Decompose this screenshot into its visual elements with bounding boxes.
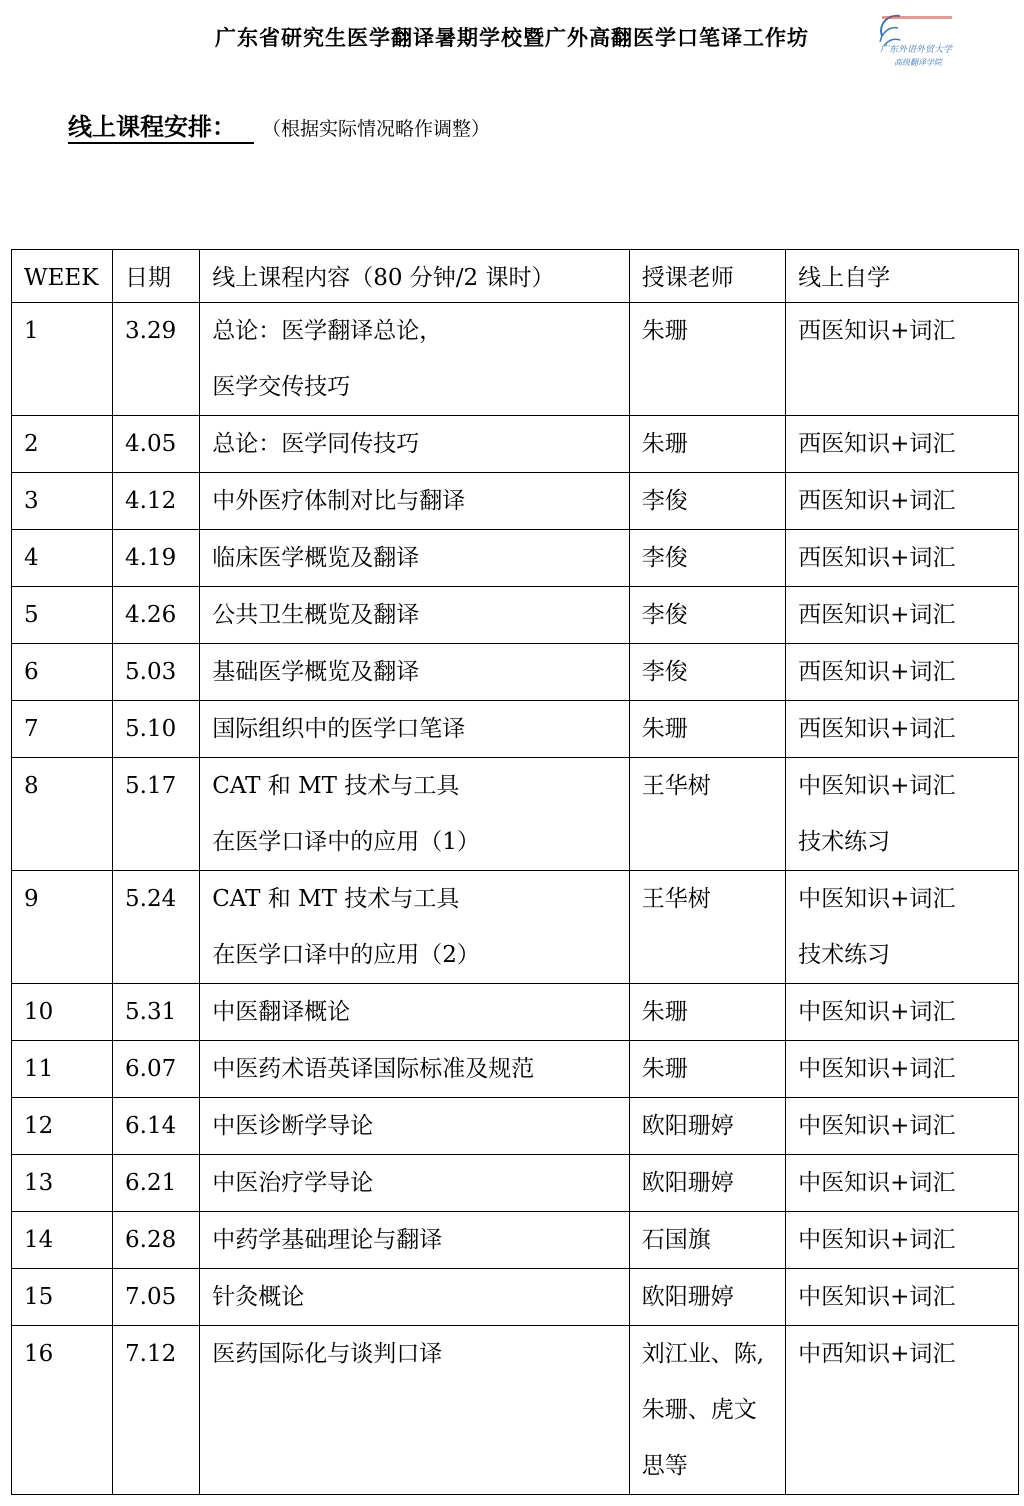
section-heading-note: （根据实际情况略作调整） <box>262 118 491 140</box>
cell-date <box>113 1098 200 1155</box>
cell-teacher <box>629 1041 785 1098</box>
cell-content <box>200 1269 630 1326</box>
cell-week-line: 15 <box>24 1284 54 1310</box>
cell-content-line: 医学交传技巧 <box>212 374 351 400</box>
table-row <box>12 1041 1019 1098</box>
cell-date-line: 5.17 <box>125 773 177 799</box>
cell-self-study <box>786 473 1019 530</box>
cell-date <box>113 1155 200 1212</box>
cell-date <box>113 1326 200 1495</box>
cell-teacher <box>629 1155 785 1212</box>
cell-week-line: 7 <box>24 716 39 742</box>
cell-week <box>12 1041 113 1098</box>
cell-date-line: 5.24 <box>125 886 177 912</box>
table-row <box>12 644 1019 701</box>
cell-date <box>113 758 200 871</box>
cell-self-study-line: 中医知识+词汇 <box>798 1284 956 1310</box>
cell-date-line: 6.21 <box>125 1170 177 1196</box>
cell-date <box>113 1212 200 1269</box>
cell-teacher <box>629 644 785 701</box>
cell-date-line: 6.28 <box>125 1227 177 1253</box>
table-row <box>12 303 1019 416</box>
cell-content-line: 在医学口译中的应用（1） <box>212 829 480 855</box>
table-row <box>12 1155 1019 1212</box>
document-title: 广东省研究生医学翻译暑期学校暨广外高翻医学口笔译工作坊 <box>215 26 809 50</box>
cell-week <box>12 1098 113 1155</box>
cell-teacher-line: 王华树 <box>641 773 711 799</box>
cell-teacher-line: 李俊 <box>641 602 688 628</box>
cell-self-study-line: 中医知识+词汇 <box>798 1113 956 1139</box>
cell-content <box>200 1098 630 1155</box>
cell-content-line: 总论：医学翻译总论， <box>212 318 443 344</box>
cell-teacher-line: 朱珊 <box>641 999 688 1025</box>
cell-self-study-line: 中医知识+词汇 <box>798 999 956 1025</box>
cell-teacher-line: 朱珊、虎文 <box>641 1397 757 1423</box>
cell-teacher-line: 王华树 <box>641 886 711 912</box>
cell-week-line: 10 <box>24 999 54 1025</box>
cell-content-line: CAT 和 MT 技术与工具 <box>212 773 460 799</box>
cell-self-study-line: 技术练习 <box>798 942 891 968</box>
cell-teacher <box>629 416 785 473</box>
cell-date-line: 4.26 <box>125 602 177 628</box>
cell-self-study <box>786 984 1019 1041</box>
cell-date-line: 7.12 <box>125 1341 177 1367</box>
cell-self-study-line: 中医知识+词汇 <box>798 1227 956 1253</box>
cell-date <box>113 530 200 587</box>
cell-self-study <box>786 758 1019 871</box>
cell-teacher-line: 欧阳珊婷 <box>641 1170 734 1196</box>
cell-week <box>12 758 113 871</box>
cell-content-line: 中医翻译概论 <box>212 999 351 1025</box>
cell-self-study-line: 西医知识+词汇 <box>798 318 956 344</box>
cell-week-line: 1 <box>24 318 39 344</box>
cell-teacher-line: 欧阳珊婷 <box>641 1284 734 1310</box>
cell-self-study-line: 西医知识+词汇 <box>798 545 956 571</box>
cell-week-line: 3 <box>24 488 39 514</box>
cell-self-study <box>786 701 1019 758</box>
cell-week <box>12 416 113 473</box>
cell-teacher-line: 李俊 <box>641 545 688 571</box>
cell-content-line: CAT 和 MT 技术与工具 <box>212 886 460 912</box>
logo-text-line1: 广东外语外贸大学 <box>879 45 953 55</box>
cell-content <box>200 473 630 530</box>
cell-week <box>12 1269 113 1326</box>
cell-week-line: 11 <box>24 1056 54 1082</box>
cell-self-study <box>786 1098 1019 1155</box>
cell-self-study <box>786 871 1019 984</box>
table-row <box>12 530 1019 587</box>
cell-self-study <box>786 1155 1019 1212</box>
table-row <box>12 758 1019 871</box>
cell-teacher <box>629 701 785 758</box>
cell-content <box>200 1041 630 1098</box>
table-body <box>12 303 1019 1495</box>
cell-date <box>113 644 200 701</box>
cell-week-line: 4 <box>24 545 39 571</box>
cell-week <box>12 984 113 1041</box>
cell-content-line: 医药国际化与谈判口译 <box>212 1341 443 1367</box>
cell-week <box>12 303 113 416</box>
university-logo <box>868 6 958 72</box>
cell-teacher-line: 李俊 <box>641 488 688 514</box>
cell-teacher <box>629 530 785 587</box>
cell-content-line: 在医学口译中的应用（2） <box>212 942 480 968</box>
cell-teacher <box>629 1326 785 1495</box>
cell-content <box>200 984 630 1041</box>
cell-self-study <box>786 303 1019 416</box>
cell-date-line: 4.19 <box>125 545 177 571</box>
cell-self-study <box>786 644 1019 701</box>
cell-week <box>12 530 113 587</box>
cell-date-line: 5.10 <box>125 716 177 742</box>
cell-content <box>200 758 630 871</box>
header-week: WEEK <box>12 250 113 303</box>
logo-text-line2: 高级翻译学院 <box>894 58 942 67</box>
cell-content <box>200 1326 630 1495</box>
cell-week-line: 14 <box>24 1227 54 1253</box>
cell-teacher <box>629 758 785 871</box>
cell-date-line: 3.29 <box>125 318 177 344</box>
cell-date-line: 5.31 <box>125 999 177 1025</box>
cell-week-line: 5 <box>24 602 39 628</box>
logo-emblem <box>880 16 952 46</box>
cell-self-study-line: 中医知识+词汇 <box>798 1056 956 1082</box>
cell-date-line: 7.05 <box>125 1284 177 1310</box>
cell-teacher <box>629 587 785 644</box>
cell-teacher-line: 朱珊 <box>641 431 688 457</box>
cell-date <box>113 701 200 758</box>
cell-week-line: 2 <box>24 431 39 457</box>
cell-content <box>200 1212 630 1269</box>
cell-self-study-line: 中医知识+词汇 <box>798 886 956 912</box>
cell-content <box>200 701 630 758</box>
cell-content <box>200 530 630 587</box>
table-row <box>12 1212 1019 1269</box>
cell-week <box>12 587 113 644</box>
table-row <box>12 984 1019 1041</box>
cell-date-line: 4.05 <box>125 431 177 457</box>
cell-teacher-line: 朱珊 <box>641 716 688 742</box>
table-header-row <box>12 250 1019 303</box>
cell-self-study-line: 西医知识+词汇 <box>798 431 956 457</box>
cell-content <box>200 871 630 984</box>
cell-week-line: 13 <box>24 1170 54 1196</box>
cell-teacher <box>629 303 785 416</box>
cell-self-study <box>786 530 1019 587</box>
table-row <box>12 1269 1019 1326</box>
cell-self-study-line: 西医知识+词汇 <box>798 659 956 685</box>
cell-teacher <box>629 871 785 984</box>
header-teacher: 授课老师 <box>629 250 785 303</box>
cell-content <box>200 1155 630 1212</box>
cell-content-line: 针灸概论 <box>212 1284 305 1310</box>
cell-week <box>12 1212 113 1269</box>
table-row <box>12 416 1019 473</box>
cell-date-line: 5.03 <box>125 659 177 685</box>
cell-content-line: 中医诊断学导论 <box>212 1113 374 1139</box>
table-row <box>12 871 1019 984</box>
cell-self-study <box>786 1269 1019 1326</box>
header-content: 线上课程内容（80 分钟/2 课时） <box>200 250 630 303</box>
cell-date-line: 6.14 <box>125 1113 177 1139</box>
header-date: 日期 <box>113 250 200 303</box>
cell-content-line: 中外医疗体制对比与翻译 <box>212 488 466 514</box>
cell-week <box>12 871 113 984</box>
cell-date-line: 4.12 <box>125 488 177 514</box>
cell-self-study-line: 西医知识+词汇 <box>798 716 956 742</box>
cell-self-study-line: 中医知识+词汇 <box>798 1170 956 1196</box>
cell-date <box>113 1269 200 1326</box>
cell-week-line: 8 <box>24 773 39 799</box>
table-row <box>12 1098 1019 1155</box>
cell-teacher-line: 朱珊 <box>641 318 688 344</box>
cell-content-line: 中药学基础理论与翻译 <box>212 1227 443 1253</box>
cell-week <box>12 1326 113 1495</box>
header-self-study: 线上自学 <box>786 250 1019 303</box>
cell-content <box>200 644 630 701</box>
cell-self-study <box>786 1041 1019 1098</box>
cell-self-study <box>786 416 1019 473</box>
cell-date <box>113 871 200 984</box>
table-row <box>12 1326 1019 1495</box>
cell-date <box>113 984 200 1041</box>
cell-date <box>113 1041 200 1098</box>
cell-self-study-line: 中西知识+词汇 <box>798 1341 956 1367</box>
cell-content-line: 中医治疗学导论 <box>212 1170 374 1196</box>
cell-content-line: 国际组织中的医学口笔译 <box>212 716 466 742</box>
cell-week <box>12 473 113 530</box>
cell-week-line: 9 <box>24 886 39 912</box>
table-row <box>12 473 1019 530</box>
cell-content <box>200 416 630 473</box>
cell-teacher-line: 欧阳珊婷 <box>641 1113 734 1139</box>
cell-content-line: 公共卫生概览及翻译 <box>212 602 420 628</box>
cell-content-line: 临床医学概览及翻译 <box>212 545 420 571</box>
cell-content <box>200 587 630 644</box>
cell-self-study <box>786 1326 1019 1495</box>
cell-date <box>113 473 200 530</box>
section-heading-label: 线上课程安排： <box>68 112 254 144</box>
cell-teacher-line: 石国旗 <box>641 1227 711 1253</box>
cell-self-study-line: 西医知识+词汇 <box>798 602 956 628</box>
cell-self-study <box>786 1212 1019 1269</box>
cell-teacher <box>629 1098 785 1155</box>
cell-teacher-line: 朱珊 <box>641 1056 688 1082</box>
cell-self-study-line: 中医知识+词汇 <box>798 773 956 799</box>
cell-teacher <box>629 1269 785 1326</box>
cell-content-line: 总论：医学同传技巧 <box>212 431 420 457</box>
table-row <box>12 701 1019 758</box>
table-row <box>12 587 1019 644</box>
cell-date <box>113 587 200 644</box>
cell-week-line: 6 <box>24 659 39 685</box>
cell-teacher-line: 思等 <box>641 1453 688 1479</box>
cell-week-line: 16 <box>24 1341 54 1367</box>
cell-teacher-line: 刘江业、陈, <box>641 1341 765 1367</box>
cell-teacher <box>629 473 785 530</box>
cell-date <box>113 416 200 473</box>
cell-self-study-line: 技术练习 <box>798 829 891 855</box>
cell-teacher-line: 李俊 <box>641 659 688 685</box>
cell-content-line: 基础医学概览及翻译 <box>212 659 420 685</box>
section-heading <box>68 112 490 144</box>
course-schedule-table <box>11 249 1019 1495</box>
cell-date-line: 6.07 <box>125 1056 177 1082</box>
cell-teacher <box>629 984 785 1041</box>
cell-week-line: 12 <box>24 1113 54 1139</box>
cell-teacher <box>629 1212 785 1269</box>
cell-week <box>12 1155 113 1212</box>
cell-content-line: 中医药术语英译国际标准及规范 <box>212 1056 535 1082</box>
cell-self-study <box>786 587 1019 644</box>
cell-week <box>12 701 113 758</box>
cell-content <box>200 303 630 416</box>
cell-week <box>12 644 113 701</box>
cell-date <box>113 303 200 416</box>
cell-self-study-line: 西医知识+词汇 <box>798 488 956 514</box>
